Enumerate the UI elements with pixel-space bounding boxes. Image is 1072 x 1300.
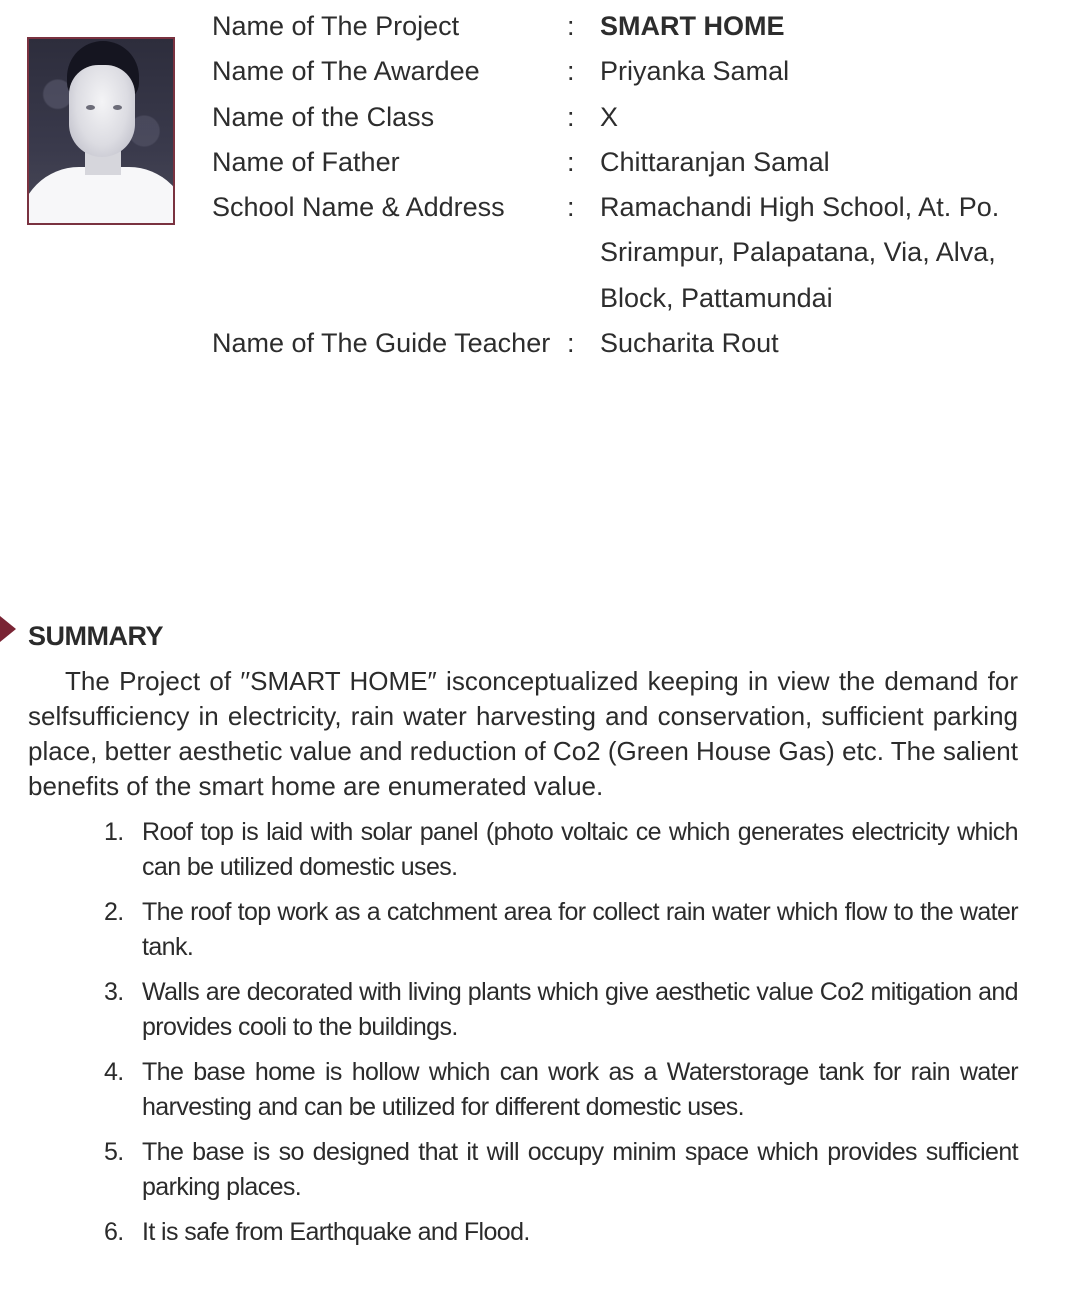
info-separator: : [567,192,575,223]
benefit-number: 3. [104,978,124,1006]
section-marker-icon [0,616,16,642]
benefit-item [104,1135,1018,1205]
photo-eye-left [86,105,95,110]
photo-face [69,65,135,157]
info-label: Name of The Guide Teacher [212,328,551,359]
info-value-line: SMART HOME [600,11,785,41]
benefit-text: Roof top is laid with solar panel (photo voltaic ce which generates electricity which can be utilized domestic uses. [142,818,1018,881]
info-separator: : [567,328,575,359]
benefit-item [104,1055,1018,1125]
info-row-project [212,4,1020,49]
info-value-line: Ramachandi High School, At. Po. [600,192,1000,223]
benefit-number: 2. [104,898,124,926]
info-separator: : [567,101,575,132]
info-value-line: Block, Pattamundai [600,282,833,313]
info-value-line: Chittaranjan Samal [600,146,830,177]
benefit-text: Walls are decorated with living plants which give aesthetic value Co2 mitigation and provides cooli to the buildings. [142,978,1018,1041]
benefit-text: The base home is hollow which can work as a Waterstorage tank for rain water harvesting and can be utilized for different domestic uses. [142,1058,1018,1121]
info-row-class [212,95,1020,140]
info-label: Name of The Project [212,11,460,41]
summary-heading: SUMMARY [28,621,163,651]
project-info-table [212,4,1020,366]
info-value-line: Sucharita Rout [600,328,779,359]
benefit-number: 1. [104,818,124,846]
benefit-text: The roof top work as a catchment area for collect rain water which flow to the water tank. [142,898,1018,961]
info-separator: : [567,11,575,41]
benefit-item [104,895,1018,965]
info-row-father [212,140,1020,185]
summary-intro-paragraph: The Project of ′′SMART HOME″ isconceptualized keeping in view the demand for selfsufficiency in electricity, rain water harvesting and conservation, sufficient parking place, better aesthetic value and reduction of Co2 (Green House Gas) etc. The salient benefits of the smart home are enumerated value. [28,666,1018,801]
benefit-number: 4. [104,1058,124,1086]
info-label: Name of The Awardee [212,56,480,87]
photo-shirt [27,167,175,225]
guide-teacher-value [600,321,1020,366]
info-label: Name of Father [212,146,400,177]
info-row-awardee [212,49,1020,94]
info-value-line: Priyanka Samal [600,56,790,87]
project-name-value [600,4,1020,49]
awardee-photo [27,37,175,225]
benefit-number: 6. [104,1218,124,1246]
info-separator: : [567,56,575,87]
info-label: School Name & Address [212,192,505,223]
info-row-school [212,185,1020,321]
benefit-item [104,975,1018,1045]
info-value-line: Srirampur, Palapatana, Via, Alva, [600,237,996,268]
benefit-number: 5. [104,1138,124,1166]
photo-eye-right [113,105,122,110]
info-value-line: X [600,101,619,132]
info-separator: : [567,146,575,177]
awardee-name-value [600,49,1020,94]
benefit-text: It is safe from Earthquake and Flood. [142,1218,530,1246]
info-label: Name of the Class [212,101,435,132]
benefit-item [104,1215,1018,1250]
school-address-value [600,185,1020,321]
class-value [600,95,1020,140]
benefit-item [104,815,1018,885]
info-row-guide-teacher [212,321,1020,366]
benefit-text: The base is so designed that it will occupy minim space which provides sufficient parking places. [142,1138,1018,1201]
benefits-list [104,815,1018,1260]
father-name-value [600,140,1020,185]
